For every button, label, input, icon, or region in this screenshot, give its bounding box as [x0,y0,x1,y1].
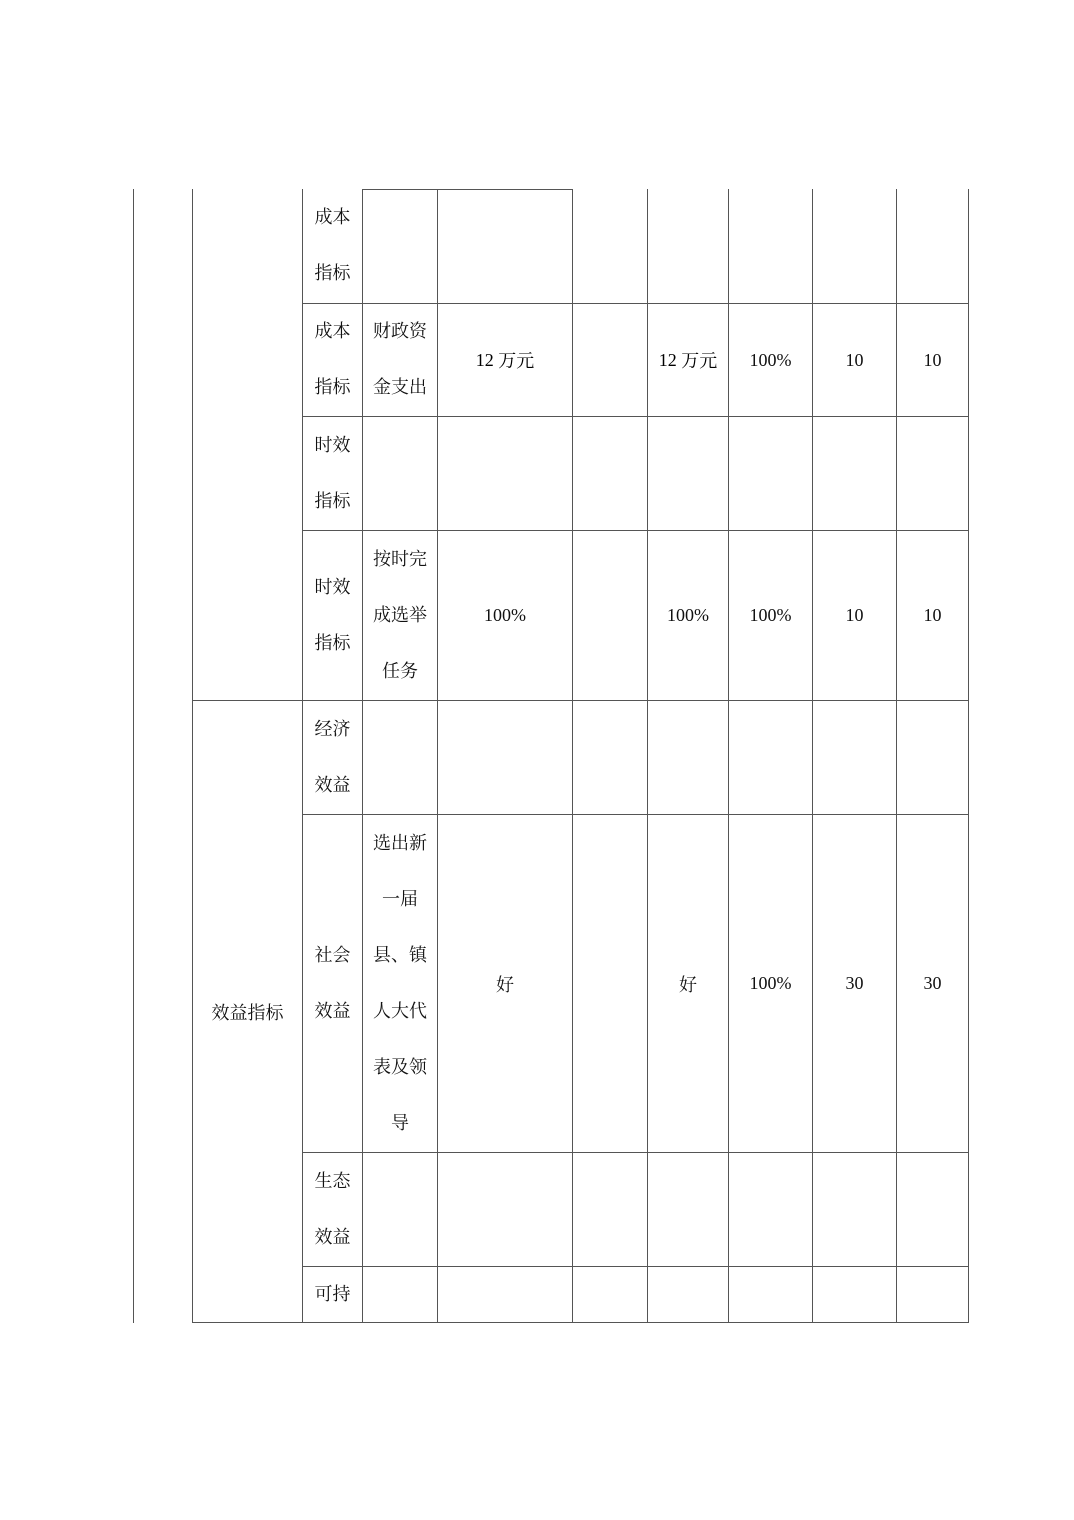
indicator-elect-representatives: 选出新 一届 县、镇 人大代 表及领 导 [373,832,427,1134]
row-line-2 [302,416,969,417]
top-cell-border [362,189,573,190]
sub-label-ecological-benefit: 生态 效益 [314,1170,351,1248]
weight-cost: 10 [845,349,864,370]
col-line-0 [133,189,134,1323]
rate-cost: 100% [749,349,792,370]
sub-label-sustainable: 可持 [314,1283,351,1305]
score-social: 30 [923,973,942,993]
actual-value-timeliness: 100% [667,605,709,625]
weight-timeliness: 10 [845,605,864,625]
rate-social: 100% [749,973,792,993]
target-value-cost: 12 万元 [475,349,535,372]
section-label-benefit: 效益指标 [211,1002,284,1024]
indicator-election-on-time: 按时完 成选举 任务 [373,548,427,682]
rate-timeliness: 100% [749,605,792,625]
target-value-social: 好 [496,974,514,996]
score-timeliness: 10 [923,605,942,625]
sub-label-economic-benefit: 经济 效益 [314,718,351,796]
sub-label-cost-empty: 成本 指标 [314,207,351,284]
sub-label-timeliness: 时效 指标 [314,576,351,654]
sub-label-timeliness-empty: 时效 指标 [314,434,351,512]
actual-value-social: 好 [679,974,697,996]
weight-social: 30 [845,973,864,993]
actual-value-cost: 12 万元 [658,349,718,372]
sub-label-social-benefit: 社会 效益 [314,944,351,1022]
sub-label-cost: 成本 指标 [314,321,351,398]
row-line-6 [302,1152,969,1153]
indicator-fiscal-spending: 财政资 金支出 [373,321,427,398]
row-line-7 [302,1266,969,1267]
target-value-timeliness: 100% [484,605,526,625]
score-cost: 10 [923,349,942,370]
